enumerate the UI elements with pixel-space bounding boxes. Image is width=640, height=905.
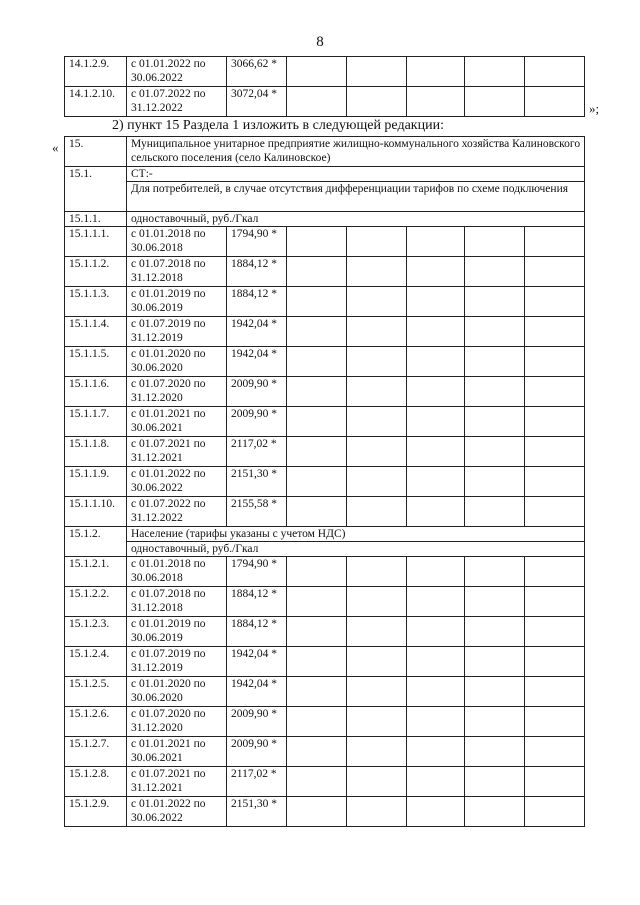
row-period: с 01.07.2019 по 31.12.2019 <box>127 647 227 677</box>
subsection-number: 15.1.2. <box>65 527 127 557</box>
table-row <box>65 797 585 827</box>
row-value: 1794,90 * <box>227 557 287 587</box>
table-row <box>65 287 585 317</box>
row-value: 2155,58 * <box>227 497 287 527</box>
consumers-text: Для потребителей, в случае отсутствия дифференциации тарифов по схеме подключения <box>127 182 585 212</box>
table-row <box>65 257 585 287</box>
top-table <box>64 56 585 117</box>
row-period: с 01.01.2021 по 30.06.2021 <box>127 407 227 437</box>
row-value: 1942,04 * <box>227 347 287 377</box>
row-period: с 01.01.2022 по 30.06.2022 <box>127 797 227 827</box>
tariff-table <box>64 136 585 827</box>
row-period: с 01.07.2021 по 31.12.2021 <box>127 437 227 467</box>
row-period: с 01.01.2018 по 30.06.2018 <box>127 557 227 587</box>
row-number: 15.1.2.4. <box>65 647 127 677</box>
row-value: 1942,04 * <box>227 647 287 677</box>
table-row <box>65 617 585 647</box>
table-row <box>65 87 585 117</box>
table-row <box>65 347 585 377</box>
table-row <box>65 647 585 677</box>
row-value: 2009,90 * <box>227 737 287 767</box>
section-number: 15. <box>65 137 127 167</box>
row-number: 15.1.2.2. <box>65 587 127 617</box>
row-value: 1884,12 * <box>227 617 287 647</box>
row-period: с 01.01.2020 по 30.06.2020 <box>127 677 227 707</box>
row-period: с 01.01.2022 по 30.06.2022 <box>127 467 227 497</box>
row-number: 15.1.1.8. <box>65 437 127 467</box>
row-value: 2009,90 * <box>227 377 287 407</box>
row-number: 15.1.1.5. <box>65 347 127 377</box>
row-value: 1884,12 * <box>227 257 287 287</box>
consumers-row <box>65 182 585 212</box>
row-number: 15.1.1.9. <box>65 467 127 497</box>
row-period: с 01.07.2020 по 31.12.2020 <box>127 707 227 737</box>
row-period: с 01.07.2019 по 31.12.2019 <box>127 317 227 347</box>
row-number: 15.1.2.9. <box>65 797 127 827</box>
table-row <box>65 227 585 257</box>
table-row <box>65 587 585 617</box>
subsection-number: 15.1. <box>65 167 127 212</box>
row-period: с 01.01.2021 по 30.06.2021 <box>127 737 227 767</box>
table-row <box>65 57 585 87</box>
row-value: 3072,04 * <box>227 87 287 117</box>
row-value: 1942,04 * <box>227 677 287 707</box>
subsection-row <box>65 542 585 557</box>
subsection-row <box>65 167 585 182</box>
row-number: 15.1.2.6. <box>65 707 127 737</box>
subsection-label: одноставочный, руб./Гкал <box>127 212 585 227</box>
row-period: с 01.07.2020 по 31.12.2020 <box>127 377 227 407</box>
table-row <box>65 377 585 407</box>
row-number: 15.1.1.6. <box>65 377 127 407</box>
row-value: 2009,90 * <box>227 707 287 737</box>
row-period: с 01.07.2022 по 31.12.2022 <box>127 87 227 117</box>
subsection-number: 15.1.1. <box>65 212 127 227</box>
table-row <box>65 317 585 347</box>
row-period: с 01.01.2022 по 30.06.2022 <box>127 57 227 87</box>
table-row <box>65 707 585 737</box>
row-period: с 01.01.2020 по 30.06.2020 <box>127 347 227 377</box>
row-number: 15.1.1.10. <box>65 497 127 527</box>
table-row <box>65 437 585 467</box>
row-number: 14.1.2.9. <box>65 57 127 87</box>
row-number: 15.1.2.7. <box>65 737 127 767</box>
row-number: 15.1.2.5. <box>65 677 127 707</box>
organization-name: Муниципальное унитарное предприятие жилищно-коммунального хозяйства Калиновского сельского поселения (село Калиновское) <box>127 137 585 167</box>
row-period: с 01.07.2021 по 31.12.2021 <box>127 767 227 797</box>
row-period: с 01.07.2022 по 31.12.2022 <box>127 497 227 527</box>
subsection-row <box>65 212 585 227</box>
row-number: 15.1.1.3. <box>65 287 127 317</box>
row-period: с 01.07.2018 по 31.12.2018 <box>127 587 227 617</box>
row-value: 2009,90 * <box>227 407 287 437</box>
table-row <box>65 677 585 707</box>
row-number: 15.1.1.1. <box>65 227 127 257</box>
subsection-label: СТ:- <box>127 167 585 182</box>
row-number: 15.1.1.2. <box>65 257 127 287</box>
closing-quote: »; <box>589 101 600 116</box>
page-number: 8 <box>316 34 324 50</box>
row-number: 15.1.2.1. <box>65 557 127 587</box>
section-row <box>65 137 585 167</box>
table-row <box>65 497 585 527</box>
row-period: с 01.01.2019 по 30.06.2019 <box>127 617 227 647</box>
row-value: 2117,02 * <box>227 767 287 797</box>
row-number: 14.1.2.10. <box>65 87 127 117</box>
row-value: 2151,30 * <box>227 797 287 827</box>
row-value: 1794,90 * <box>227 227 287 257</box>
row-value: 1884,12 * <box>227 587 287 617</box>
row-value: 1884,12 * <box>227 287 287 317</box>
instruction-text: 2) пункт 15 Раздела 1 изложить в следующей редакции: <box>112 118 444 133</box>
row-value: 1942,04 * <box>227 317 287 347</box>
row-period: с 01.07.2018 по 31.12.2018 <box>127 257 227 287</box>
opening-quote: « <box>52 140 59 155</box>
row-value: 2151,30 * <box>227 467 287 497</box>
table-row <box>65 407 585 437</box>
table-row <box>65 767 585 797</box>
row-number: 15.1.1.4. <box>65 317 127 347</box>
row-period: с 01.01.2019 по 30.06.2019 <box>127 287 227 317</box>
row-period: с 01.01.2018 по 30.06.2018 <box>127 227 227 257</box>
table-row <box>65 467 585 497</box>
row-number: 15.1.1.7. <box>65 407 127 437</box>
row-value: 3066,62 * <box>227 57 287 87</box>
subsection-label: Население (тарифы указаны с учетом НДС) <box>127 527 585 542</box>
subsection-row <box>65 527 585 542</box>
table-row <box>65 737 585 767</box>
row-value: 2117,02 * <box>227 437 287 467</box>
row-number: 15.1.2.8. <box>65 767 127 797</box>
subsection-label: одноставочный, руб./Гкал <box>127 542 585 557</box>
table-row <box>65 557 585 587</box>
row-number: 15.1.2.3. <box>65 617 127 647</box>
